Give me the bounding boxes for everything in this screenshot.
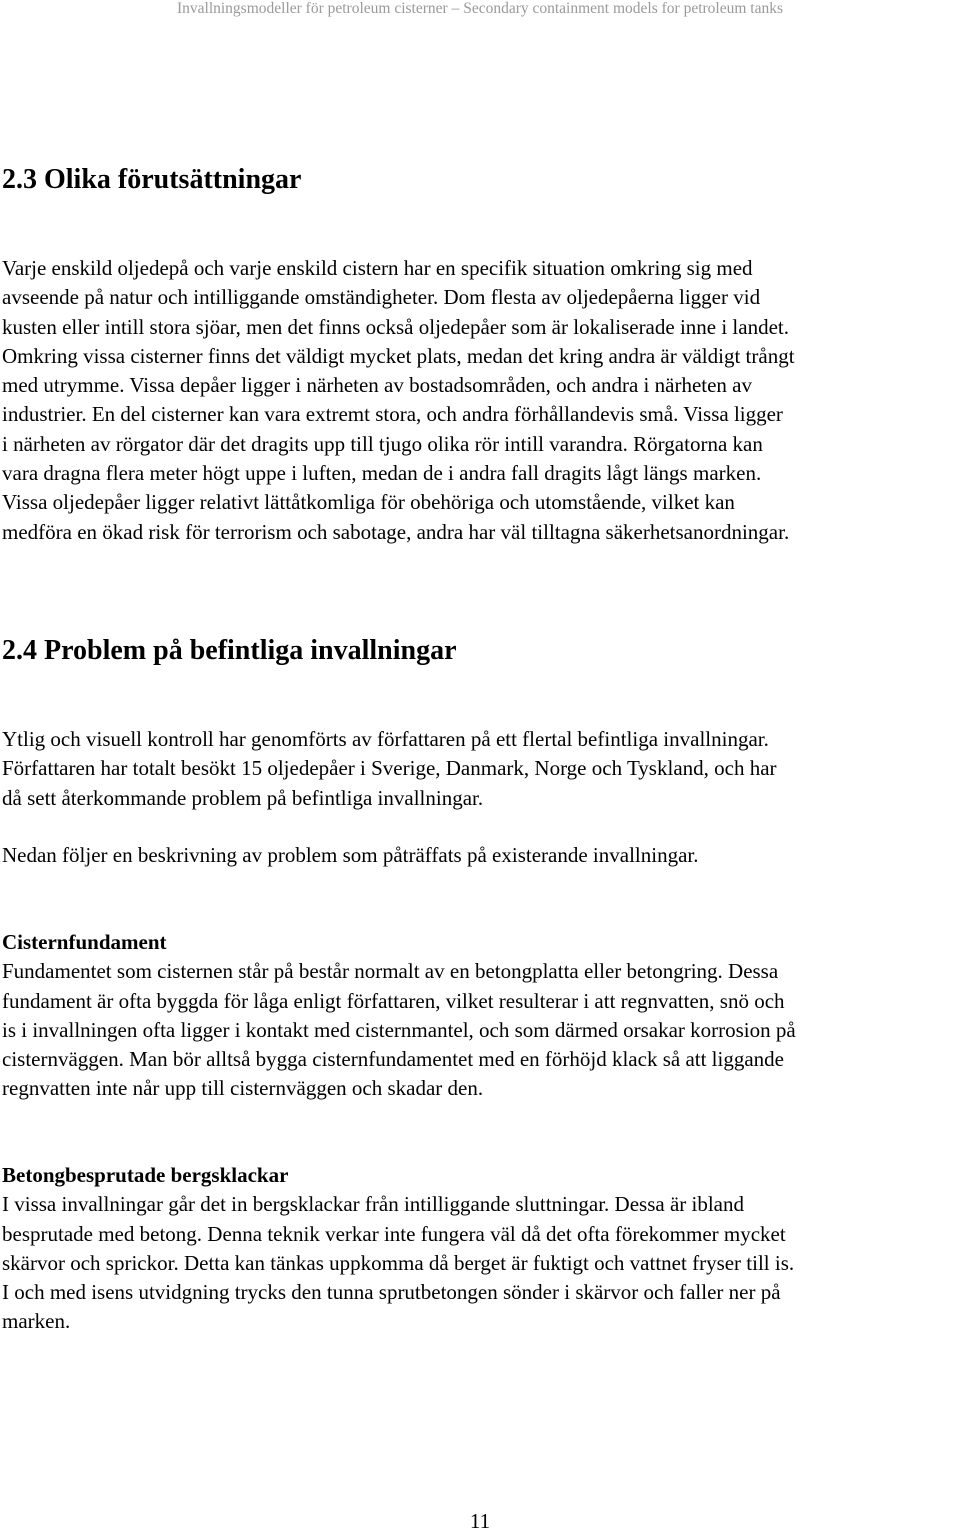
text-line: industrier. En del cisterner kan vara extremt stora, och andra förhållandevis små. Vissa ligger	[2, 402, 783, 427]
paragraph-kontroll	[2, 725, 958, 813]
text-line: besprutade med betong. Denna teknik verkar inte fungera väl då det ofta förekommer mycket	[2, 1221, 786, 1246]
text-line: avseende på natur och intilliggande omständigheter. Dom flesta av oljedepåerna ligger vid	[2, 285, 761, 310]
text-line: I vissa invallningar går det in bergsklackar från intilliggande sluttningar. Dessa är ibland	[2, 1192, 744, 1217]
page-number: 11	[469, 1509, 491, 1533]
block-betongbesprutade	[2, 1161, 958, 1337]
text-line: cisternväggen. Man bör alltså bygga cisternfundamentet med en förhöjd klack så att liggande	[2, 1047, 784, 1072]
block-cisternfundament	[2, 928, 958, 1104]
text-line: Vissa oljedepåer ligger relativt lättåtkomliga för obehöriga och utomstående, vilket kan	[2, 490, 735, 515]
subheading-betongbesprutade: Betongbesprutade bergsklackar	[2, 1163, 289, 1187]
text-line: Fundamentet som cisternen står på består normalt av en betongplatta eller betongring. Dessa	[2, 959, 779, 984]
text-line: vara dragna flera meter högt uppe i luften, medan de i andra fall dragits lågt längs marken.	[2, 461, 762, 486]
text-line: då sett återkommande problem på befintliga invallningar.	[2, 785, 484, 810]
section-heading-2-4: 2.4 Problem på befintliga invallningar	[2, 635, 457, 666]
text-line: is i invallningen ofta ligger i kontakt med cisternmantel, och som därmed orsakar korrosion på	[2, 1017, 796, 1042]
text-line: med utrymme. Vissa depåer ligger i närheten av bostadsområden, och andra i närheten av	[2, 373, 753, 398]
paragraph-olika-forutsattningar	[2, 254, 958, 547]
text-line: I och med isens utvidgning trycks den tunna sprutbetongen sönder i skärvor och faller ner på	[2, 1280, 781, 1305]
text-line: skärvor och sprickor. Detta kan tänkas uppkomma då berget är fuktigt och vattnet fryser till is.	[2, 1250, 795, 1275]
text-line: marken.	[2, 1309, 71, 1334]
text-line: Nedan följer en beskrivning av problem som påträffats på existerande invallningar.	[2, 843, 699, 867]
text-line: kusten eller intill stora sjöar, men det finns också oljedepåer som är lokaliserade inne i landet.	[2, 314, 789, 339]
text-line: regnvatten inte når upp till cisternväggen och skadar den.	[2, 1076, 484, 1101]
text-line: medföra en ökad risk för terrorism och sabotage, andra har väl tilltagna säkerhetsanordningar.	[2, 519, 790, 544]
text-line: i närheten av rörgator där det dragits upp till tjugo olika rör intill varandra. Rörgatorna kan	[2, 431, 763, 456]
text-line: Omkring vissa cisterner finns det väldigt mycket plats, medan det kring andra är väldigt trångt	[2, 343, 795, 368]
text-line: Författaren har totalt besökt 15 oljedepåer i Sverige, Danmark, Norge och Tyskland, och har	[2, 756, 777, 781]
text-line: Varje enskild oljedepå och varje enskild cistern har en specifik situation omkring sig med	[2, 256, 753, 280]
text-line: Ytlig och visuell kontroll har genomförts av författaren på ett flertal befintliga invallningar.	[2, 727, 769, 751]
subheading-cisternfundament: Cisternfundament	[2, 930, 167, 954]
running-header: Invallningsmodeller för petroleum cisterner – Secondary containment models for petroleum tanks	[176, 0, 784, 17]
paragraph-nedan	[2, 841, 958, 870]
text-line: fundament är ofta byggda för låga enligt författaren, vilket resulterar i att regnvatten, snö och	[2, 988, 785, 1013]
section-heading-2-3: 2.3 Olika förutsättningar	[2, 164, 302, 195]
